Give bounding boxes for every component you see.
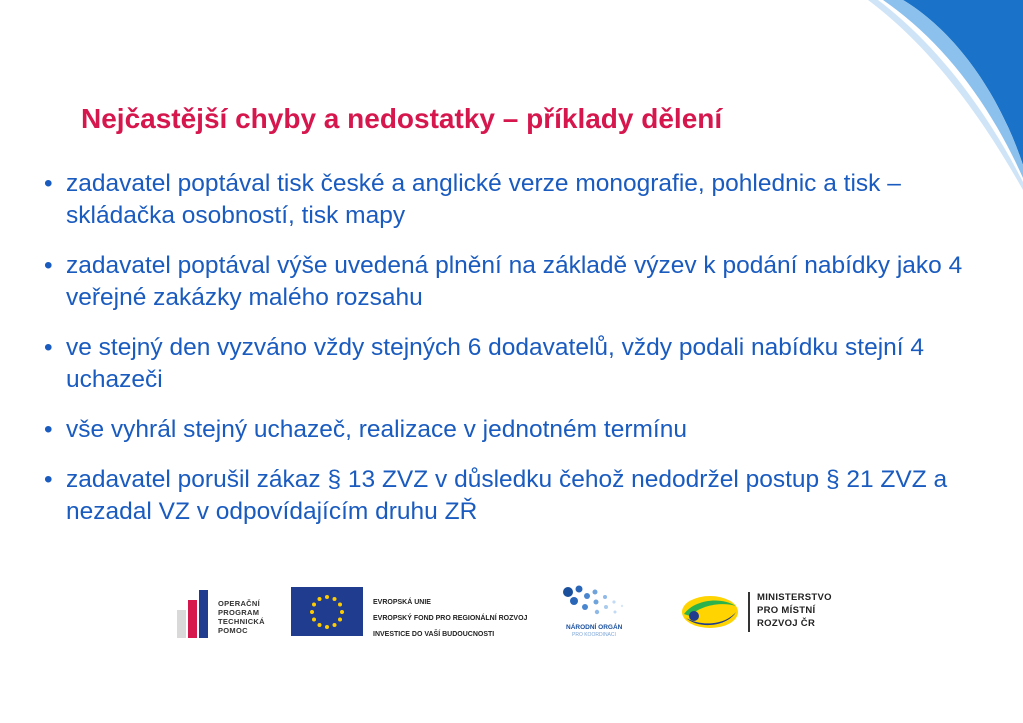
bullet-list: [42, 168, 972, 546]
bullet-item: [42, 168, 972, 232]
bullet-item: [42, 332, 972, 396]
narodni-organ-logo: [560, 584, 630, 644]
bullet-item: [42, 250, 972, 314]
op-tp-logo: [175, 588, 275, 638]
dots-icon: [560, 584, 630, 622]
eu-line: EVROPSKÝ FOND PRO REGIONÁLNÍ ROZVOJ: [373, 615, 528, 622]
bullet-text: zadavatel porušil zákaz § 13 ZVZ v důsledku čehož nedodržel postup § 21 ZVZ a nezadal VZ v odpovídajícím druhu ZŘ: [66, 466, 948, 525]
bullet-text: zadavatel poptával výše uvedená plnění na základě výzev k podání nabídky jako 4 veřejné zakázky malého rozsahu: [66, 252, 963, 311]
eu-text: [373, 595, 527, 643]
bullet-text: vše vyhrál stejný uchazeč, realizace v jednotném termínu: [66, 416, 687, 443]
bullet-text: zadavatel poptával tisk české a anglické verze monografie, pohlednic a tisk – skládačka osobností, tisk mapy: [66, 170, 901, 229]
bullet-item: [42, 464, 972, 528]
narodni-organ-name: NÁRODNÍ ORGÁN: [566, 624, 623, 631]
slide-title: Nejčastější chyby a nedostatky – příklady dělení: [81, 103, 723, 134]
mmr-emblem-icon: [680, 592, 740, 632]
bullet-dot: •: [44, 334, 53, 361]
op-bars-icon: [175, 588, 215, 638]
op-tp-text: OPERAČNÍ PROGRAM TECHNICKÁ POMOC: [218, 599, 265, 635]
mmr-separator: [748, 592, 750, 632]
eu-line: EVROPSKÁ UNIE: [373, 599, 431, 606]
eu-line: INVESTICE DO VAŠÍ BUDOUCNOSTI: [373, 631, 495, 638]
mmr-text: MINISTERSTVO PRO MÍSTNÍ ROZVOJ ČR: [757, 592, 832, 629]
bullet-text: ve stejný den vyzváno vždy stejných 6 dodavatelů, vždy podali nabídku stejní 4 uchazeči: [66, 334, 925, 393]
bullet-dot: •: [44, 466, 53, 493]
logo-strip: [0, 580, 1023, 650]
bullet-dot: •: [44, 252, 53, 279]
bullet-dot: •: [44, 170, 53, 197]
narodni-organ-sub: PRO KOORDINACI: [572, 632, 616, 638]
eu-flag-icon: [291, 587, 363, 636]
bullet-dot: •: [44, 416, 53, 443]
bullet-item: [42, 414, 972, 446]
